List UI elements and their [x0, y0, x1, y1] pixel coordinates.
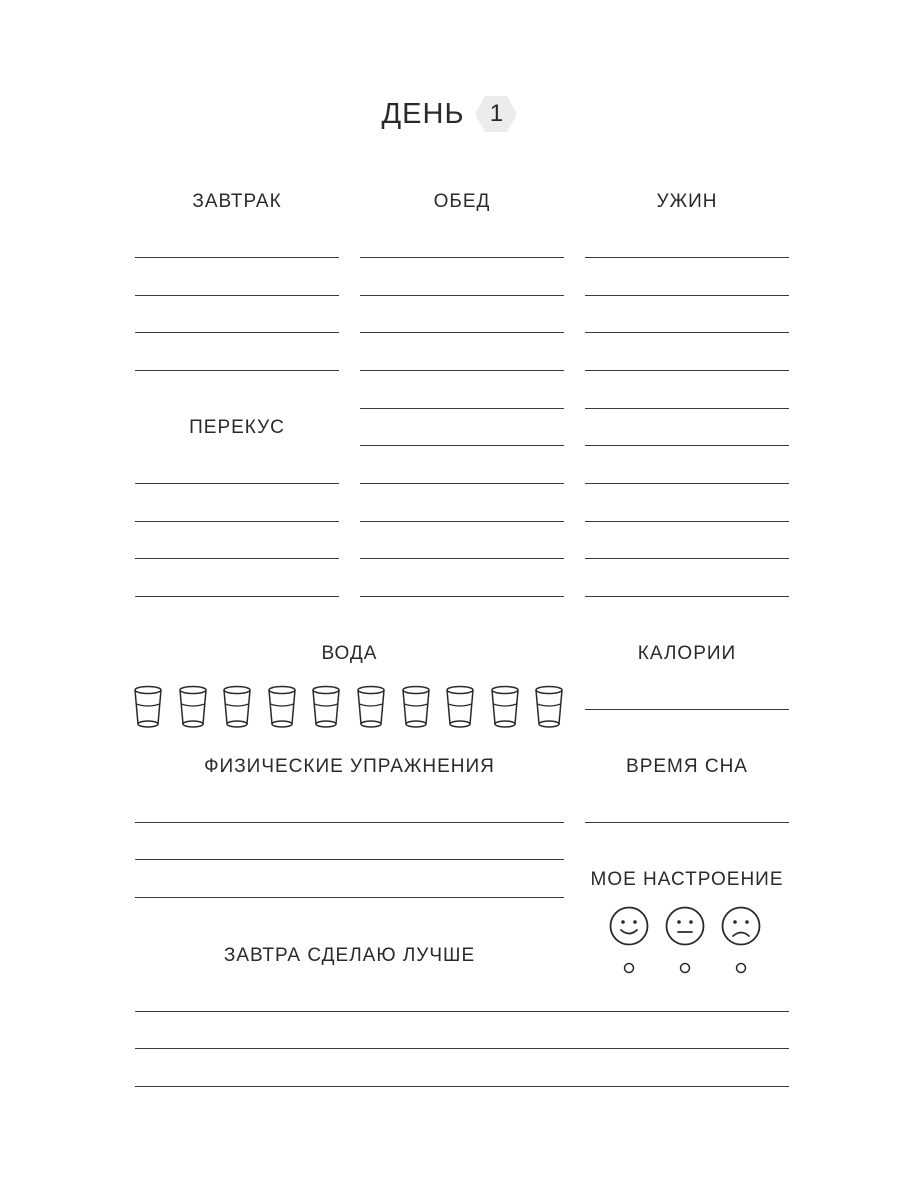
exercise-line[interactable]: [135, 897, 564, 898]
mood-heading: МОЕ НАСТРОЕНИЕ: [590, 869, 784, 890]
snack-heading: ПЕРЕКУС: [189, 417, 285, 438]
sleep-heading: ВРЕМЯ СНА: [626, 756, 748, 777]
water-glass-icon[interactable]: [401, 685, 431, 729]
water-glass-icon[interactable]: [222, 685, 252, 729]
water-glass-icon[interactable]: [133, 685, 163, 729]
snack-line[interactable]: [135, 558, 339, 559]
day-number-badge: [474, 95, 518, 133]
dinner-line[interactable]: [585, 596, 789, 597]
dinner-line[interactable]: [585, 483, 789, 484]
neutral-face-icon[interactable]: [665, 906, 705, 946]
breakfast-line[interactable]: [135, 257, 339, 258]
water-heading: ВОДА: [321, 643, 378, 664]
water-glass-icon[interactable]: [178, 685, 208, 729]
dinner-line[interactable]: [585, 521, 789, 522]
page-title: [0, 92, 900, 136]
happy-mood-radio[interactable]: [623, 962, 635, 974]
lunch-line[interactable]: [360, 445, 564, 446]
exercise-line[interactable]: [135, 822, 564, 823]
lunch-line[interactable]: [360, 332, 564, 333]
day-title: ДЕНЬ: [381, 97, 465, 130]
lunch-line[interactable]: [360, 483, 564, 484]
lunch-line[interactable]: [360, 521, 564, 522]
snack-line[interactable]: [135, 483, 339, 484]
calories-line[interactable]: [585, 709, 789, 710]
happy-face-icon[interactable]: [609, 906, 649, 946]
dinner-line[interactable]: [585, 370, 789, 371]
breakfast-line[interactable]: [135, 332, 339, 333]
water-glass-icon[interactable]: [445, 685, 475, 729]
breakfast-heading: ЗАВТРАК: [192, 191, 282, 212]
lunch-line[interactable]: [360, 558, 564, 559]
lunch-line[interactable]: [360, 257, 564, 258]
lunch-line[interactable]: [360, 370, 564, 371]
tomorrow-line[interactable]: [135, 1011, 789, 1012]
day-number: 1: [489, 100, 504, 127]
lunch-heading: ОБЕД: [433, 191, 491, 212]
snack-line[interactable]: [135, 596, 339, 597]
sleep-line[interactable]: [585, 822, 789, 823]
dinner-line[interactable]: [585, 558, 789, 559]
dinner-line[interactable]: [585, 445, 789, 446]
exercise-heading: ФИЗИЧЕСКИЕ УПРАЖНЕНИЯ: [204, 756, 495, 777]
tomorrow-line[interactable]: [135, 1048, 789, 1049]
water-glass-icon[interactable]: [534, 685, 564, 729]
sad-mood-radio[interactable]: [735, 962, 747, 974]
breakfast-line[interactable]: [135, 295, 339, 296]
dinner-line[interactable]: [585, 295, 789, 296]
dinner-line[interactable]: [585, 332, 789, 333]
sad-face-icon[interactable]: [721, 906, 761, 946]
snack-line[interactable]: [135, 521, 339, 522]
dinner-heading: УЖИН: [656, 191, 718, 212]
lunch-line[interactable]: [360, 408, 564, 409]
water-glass-icon[interactable]: [490, 685, 520, 729]
lunch-line[interactable]: [360, 596, 564, 597]
neutral-mood-radio[interactable]: [679, 962, 691, 974]
dinner-line[interactable]: [585, 257, 789, 258]
tomorrow-heading: ЗАВТРА СДЕЛАЮ ЛУЧШЕ: [223, 945, 476, 966]
water-glass-icon[interactable]: [311, 685, 341, 729]
water-glass-icon[interactable]: [356, 685, 386, 729]
exercise-line[interactable]: [135, 859, 564, 860]
tomorrow-line[interactable]: [135, 1086, 789, 1087]
water-glass-icon[interactable]: [267, 685, 297, 729]
calories-heading: КАЛОРИИ: [637, 643, 737, 664]
dinner-line[interactable]: [585, 408, 789, 409]
breakfast-line[interactable]: [135, 370, 339, 371]
lunch-line[interactable]: [360, 295, 564, 296]
